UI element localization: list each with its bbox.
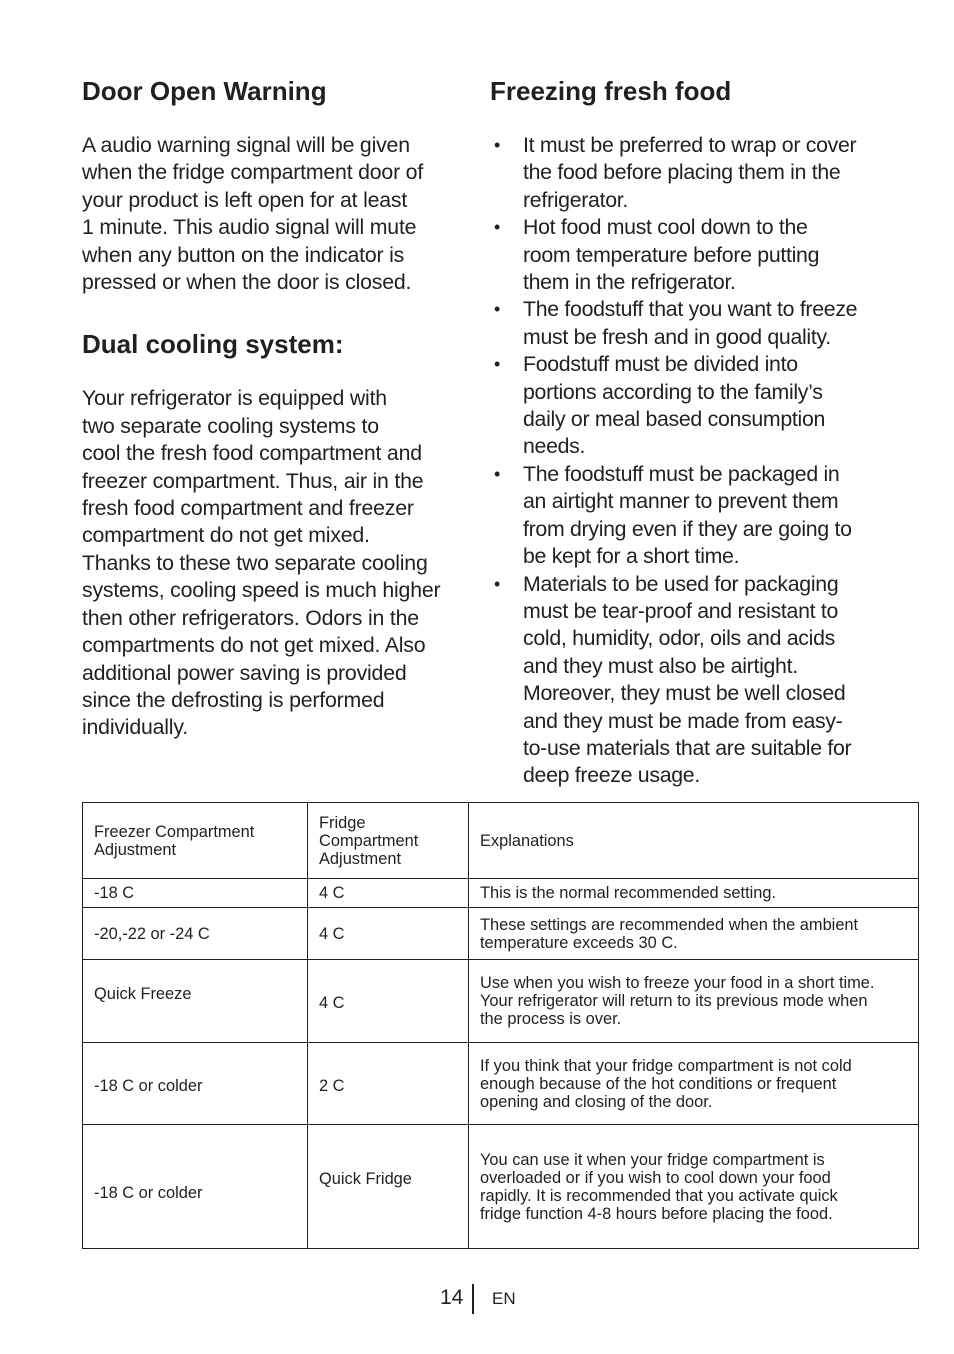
table-cell: -20,-22 or -24 C <box>83 908 308 960</box>
page-footer <box>0 1284 954 1314</box>
table-cell: 2 C <box>308 1043 469 1125</box>
table-cell: Quick Freeze <box>83 960 308 1043</box>
list-item-text: The foodstuff that you want to freeze must be fresh and in good quality. <box>523 297 858 349</box>
page-number: 14 <box>440 1286 464 1309</box>
table-cell: Quick Fridge <box>308 1125 469 1249</box>
freezing-tips-list <box>490 132 890 790</box>
dual-cooling-text: Your refrigerator is equipped with two separate cooling systems to cool the fresh food compartment and freezer compartment. Thus, air in the fresh food compartment and freezer compartment do not get mixed. Thanks to these two separate cooling systems, cooling speed is much higher then other refrigerators. Odors in the compartments do not get mixed. Also additional power saving is provided since the defrosting is performed individually. <box>82 386 441 740</box>
left-column <box>82 74 472 742</box>
table-cell: Use when you wish to freeze your food in a short time. Your refrigerator will return to its previous mode when the process is over. <box>469 960 919 1043</box>
table-row <box>83 960 919 1043</box>
header-explanations: Explanations <box>469 803 919 879</box>
table-row <box>83 908 919 960</box>
language-code: EN <box>492 1289 516 1308</box>
bullet-icon: • <box>493 135 500 155</box>
list-item <box>490 132 890 214</box>
list-item <box>490 461 890 571</box>
table-cell: You can use it when your fridge compartment is overloaded or if you wish to cool down your food rapidly. It is recommended that you activate quick fridge function 4-8 hours before placing the food. <box>469 1125 919 1249</box>
door-open-warning-heading: Door Open Warning <box>82 76 327 106</box>
list-item-text: It must be preferred to wrap or cover the food before placing them in the refrigerator. <box>523 133 857 212</box>
list-item <box>490 571 890 790</box>
freezing-fresh-food-heading: Freezing fresh food <box>490 76 732 106</box>
list-item <box>490 214 890 296</box>
list-item-text: Foodstuff must be divided into portions according to the family’s daily or meal based consumption needs. <box>523 352 826 459</box>
list-item-text: Materials to be used for packaging must be tear-proof and resistant to cold, humidity, odor, oils and acids and they must also be airtight. Moreover, they must be well closed and they must be made from easy- to-use materials that are suitable for deep freeze usage. <box>523 571 852 788</box>
table-cell: If you think that your fridge compartment is not cold enough because of the hot conditions or frequent opening and closing of the door. <box>469 1043 919 1125</box>
header-fridge-adjustment: Fridge Compartment Adjustment <box>308 803 469 879</box>
list-item <box>490 351 890 461</box>
bullet-icon: • <box>493 217 500 238</box>
header-freezer-adjustment: Freezer Compartment Adjustment <box>83 803 308 879</box>
right-column <box>490 74 890 790</box>
bullet-icon: • <box>493 354 500 375</box>
dual-cooling-heading: Dual cooling system: <box>82 329 344 360</box>
table-cell: 4 C <box>308 960 469 1043</box>
door-open-warning-text: A audio warning signal will be given when the fridge compartment door of your product is left open for at least 1 minute. This audio signal will mute when any button on the indicator is pressed or when the door is closed. <box>82 133 424 295</box>
table-row <box>83 1125 919 1249</box>
table-cell: -18 C or colder <box>83 1125 308 1249</box>
table-cell: 4 C <box>308 879 469 908</box>
table-cell: 4 C <box>308 908 469 960</box>
bullet-icon: • <box>493 573 500 594</box>
temperature-settings-table <box>82 802 919 1249</box>
list-item <box>490 296 890 351</box>
table-row <box>83 879 919 908</box>
table-header-row <box>83 803 919 879</box>
bullet-icon: • <box>493 299 500 320</box>
list-item-text: Hot food must cool down to the room temperature before putting them in the refrigerator. <box>523 215 820 295</box>
table-cell: These settings are recommended when the ambient temperature exceeds 30 C. <box>469 908 919 960</box>
list-item-text: The foodstuff must be packaged in an airtight manner to prevent them from drying even if they are going to be kept for a short time. <box>523 461 852 569</box>
bullet-icon: • <box>493 463 500 484</box>
table-cell: This is the normal recommended setting. <box>469 879 919 908</box>
footer-divider <box>472 1284 474 1314</box>
table-cell: -18 C or colder <box>83 1043 308 1125</box>
table-cell: -18 C <box>83 879 308 908</box>
table-row <box>83 1043 919 1125</box>
